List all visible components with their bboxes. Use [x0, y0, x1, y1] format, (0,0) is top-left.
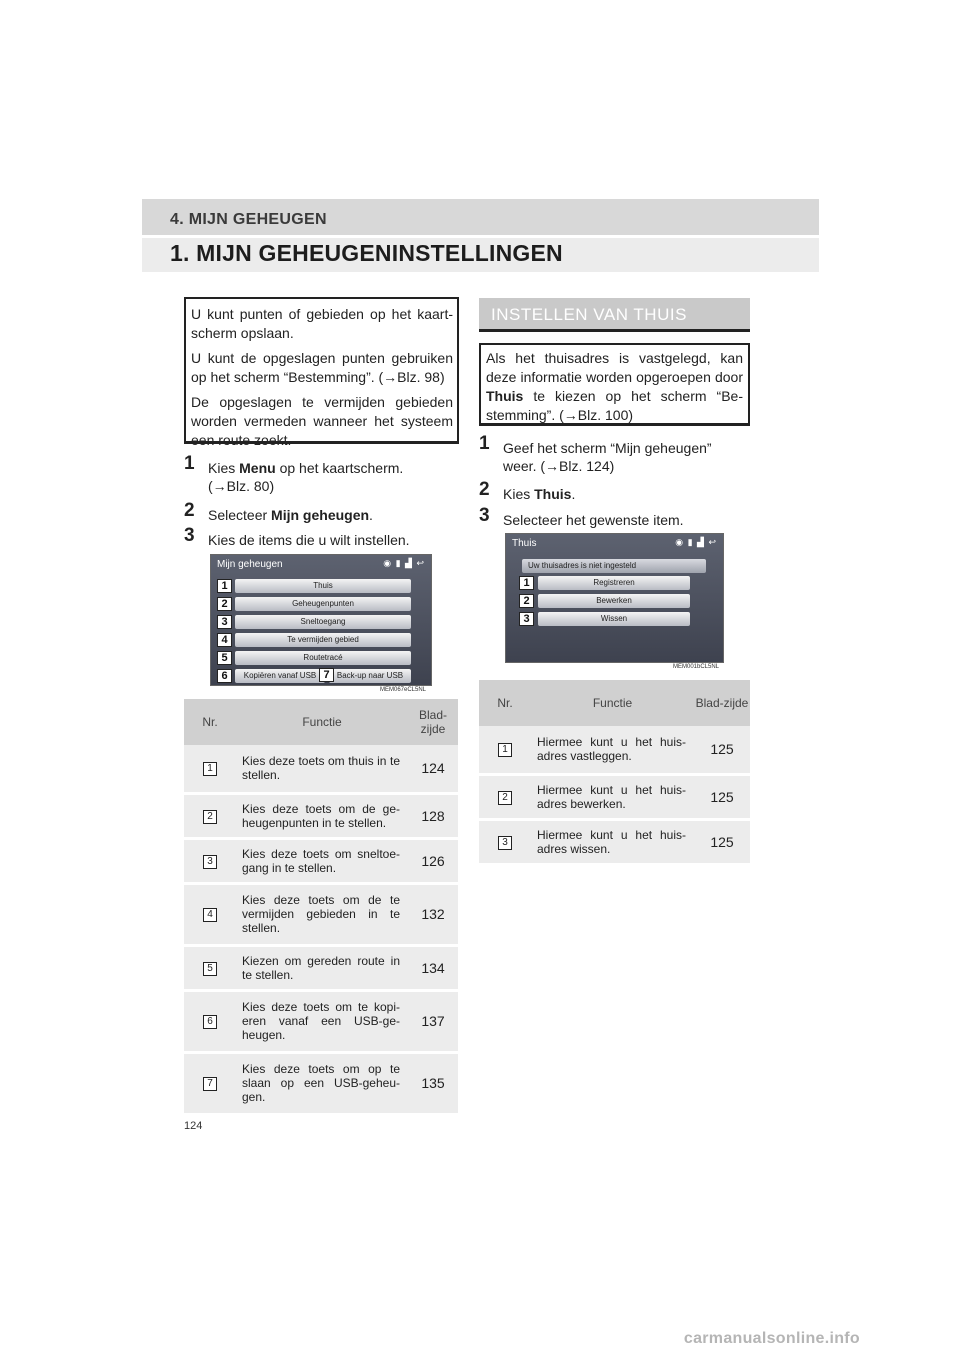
right-info-box: Als het thuisadres is vastgelegd, kan deze informatie worden opgeroepen door Thuis te kiezen op het scherm “Be-stemming”. (→Blz. 100) [479, 343, 750, 426]
row-number: 5 [203, 962, 217, 976]
row-function: Kies deze toets om de ge-heugenpunten in te stellen. [236, 793, 408, 838]
row-page: 135 [408, 1052, 458, 1114]
image-code: MEM001bCL5NL [673, 664, 720, 670]
callout-1: 1 [217, 579, 232, 593]
left-step-3 [184, 527, 464, 549]
table-row [479, 774, 750, 819]
header-bladzijde: Blad-zijde [408, 699, 458, 745]
callout-3: 3 [217, 615, 232, 629]
row-number: 1 [203, 762, 217, 776]
callout-1: 1 [519, 576, 534, 590]
screen-button-thuis: Thuis [235, 579, 411, 593]
table-row [184, 745, 458, 793]
row-page: 126 [408, 838, 458, 883]
row-page: 128 [408, 793, 458, 838]
table-row [184, 990, 458, 1052]
screen-button-kopieren: Kopiëren vanaf USB [235, 669, 325, 683]
row-page: 134 [408, 945, 458, 990]
callout-4: 4 [217, 633, 232, 647]
step-text: Selecteer Mijn geheugen. [208, 507, 373, 523]
table-row [479, 819, 750, 864]
my-memory-screenshot [210, 554, 432, 686]
table-row [184, 945, 458, 990]
row-page: 125 [694, 774, 750, 819]
row-page: 132 [408, 883, 458, 945]
callout-3: 3 [519, 612, 534, 626]
section-label: 4. MIJN GEHEUGEN [170, 211, 327, 228]
row-function: Hiermee kunt u het huis-adres wissen. [531, 819, 694, 864]
callout-7: 7 [319, 668, 334, 682]
row-page: 125 [694, 726, 750, 774]
screen-button-wissen: Wissen [538, 612, 690, 626]
row-number: 2 [498, 791, 512, 805]
table-header-row [184, 699, 458, 745]
page-title: 1. MIJN GEHEUGENINSTELLINGEN [170, 240, 563, 266]
step-text: Selecteer het gewenste item. [503, 512, 684, 528]
step-number: 2 [184, 500, 195, 521]
right-function-table [479, 680, 750, 866]
step-number: 2 [479, 479, 490, 500]
screen-button-sneltoegang: Sneltoegang [235, 615, 411, 629]
screen-button-registreren: Registreren [538, 576, 690, 590]
status-icons: ◉ ▮ ▟ ↩ [675, 537, 717, 547]
right-step-3 [479, 507, 751, 529]
table-row [184, 838, 458, 883]
table-row [184, 883, 458, 945]
row-page: 125 [694, 819, 750, 864]
status-icons: ◉ ▮ ▟ ↩ [383, 558, 425, 568]
row-page: 124 [408, 745, 458, 793]
row-function: Hiermee kunt u het huis-adres vastleggen. [531, 726, 694, 774]
screen-button-bewerken: Bewerken [538, 594, 690, 608]
header-bladzijde: Blad-zijde [694, 680, 750, 726]
row-function: Kies deze toets om op te slaan op een USB-geheu-gen. [236, 1052, 408, 1114]
screen-button-routetrace: Routetracé [235, 651, 411, 665]
right-section-heading [479, 298, 750, 332]
row-function: Kies deze toets om sneltoe-gang in te stellen. [236, 838, 408, 883]
step-number: 3 [184, 525, 195, 546]
row-number: 3 [203, 855, 217, 869]
row-number: 2 [203, 810, 217, 824]
row-function: Hiermee kunt u het huis-adres bewerken. [531, 774, 694, 819]
row-function: Kiezen om gereden route in te stellen. [236, 945, 408, 990]
row-page: 137 [408, 990, 458, 1052]
row-number: 1 [498, 743, 512, 757]
row-number: 3 [498, 836, 512, 850]
step-text: Kies Thuis. [503, 486, 576, 502]
screen-title: Mijn geheugen [217, 559, 283, 570]
left-step-1 [184, 455, 464, 495]
intro-paragraph-3: De opgeslagen te vermijden gebieden worden vermeden wanneer het systeem een route zoekt. [191, 394, 453, 448]
intro-paragraph-1: U kunt punten of gebieden op het kaart-scherm opslaan. [191, 306, 453, 341]
screen-button-backup: Back-up naar USB [329, 669, 411, 683]
row-function: Kies deze toets om te kopi-eren vanaf een USB-ge-heugen. [236, 990, 408, 1052]
callout-6: 6 [217, 669, 232, 683]
right-section-heading-text: INSTELLEN VAN THUIS [491, 305, 687, 324]
row-number: 6 [203, 1015, 217, 1029]
table-row [479, 726, 750, 774]
step-number: 1 [184, 453, 195, 474]
row-number: 4 [203, 908, 217, 922]
row-function: Kies deze toets om thuis in te stellen. [236, 745, 408, 793]
row-function: Kies deze toets om de te vermijden gebieden in te stellen. [236, 883, 408, 945]
screen-button-geheugenpunten: Geheugenpunten [235, 597, 411, 611]
callout-2: 2 [217, 597, 232, 611]
header-functie: Functie [236, 699, 408, 745]
intro-box [184, 297, 459, 448]
image-code: MEM067eCL5NL [380, 687, 427, 693]
watermark: carmanualsonline.info [683, 1330, 860, 1347]
step-text: Kies Menu op het kaartscherm. (→Blz. 80) [208, 460, 404, 494]
header-functie: Functie [531, 680, 694, 726]
step-text: Geef het scherm “Mijn geheugen” weer. (→Blz. 124) [503, 440, 712, 474]
table-header-row [479, 680, 750, 726]
right-step-1 [479, 435, 751, 475]
screen-notice: Uw thuisadres is niet ingesteld [522, 559, 706, 573]
left-step-2 [184, 502, 464, 524]
step-number: 3 [479, 505, 490, 526]
left-function-table [184, 699, 458, 1116]
table-row [184, 1052, 458, 1114]
right-step-2 [479, 481, 751, 503]
intro-paragraph-2: U kunt de opgeslagen punten gebruiken op het scherm “Bestemming”. (→Blz. 98) [191, 350, 453, 385]
callout-5: 5 [217, 651, 232, 665]
header-nr: Nr. [184, 699, 236, 745]
step-number: 1 [479, 433, 490, 454]
callout-2: 2 [519, 594, 534, 608]
screen-title: Thuis [512, 538, 537, 549]
home-screen-screenshot [505, 533, 724, 663]
header-nr: Nr. [479, 680, 531, 726]
screen-button-te-vermijden: Te vermijden gebied [235, 633, 411, 647]
row-number: 7 [203, 1077, 217, 1091]
step-text: Kies de items die u wilt instellen. [208, 532, 410, 548]
table-row [184, 793, 458, 838]
page-number: 124 [184, 1120, 203, 1132]
